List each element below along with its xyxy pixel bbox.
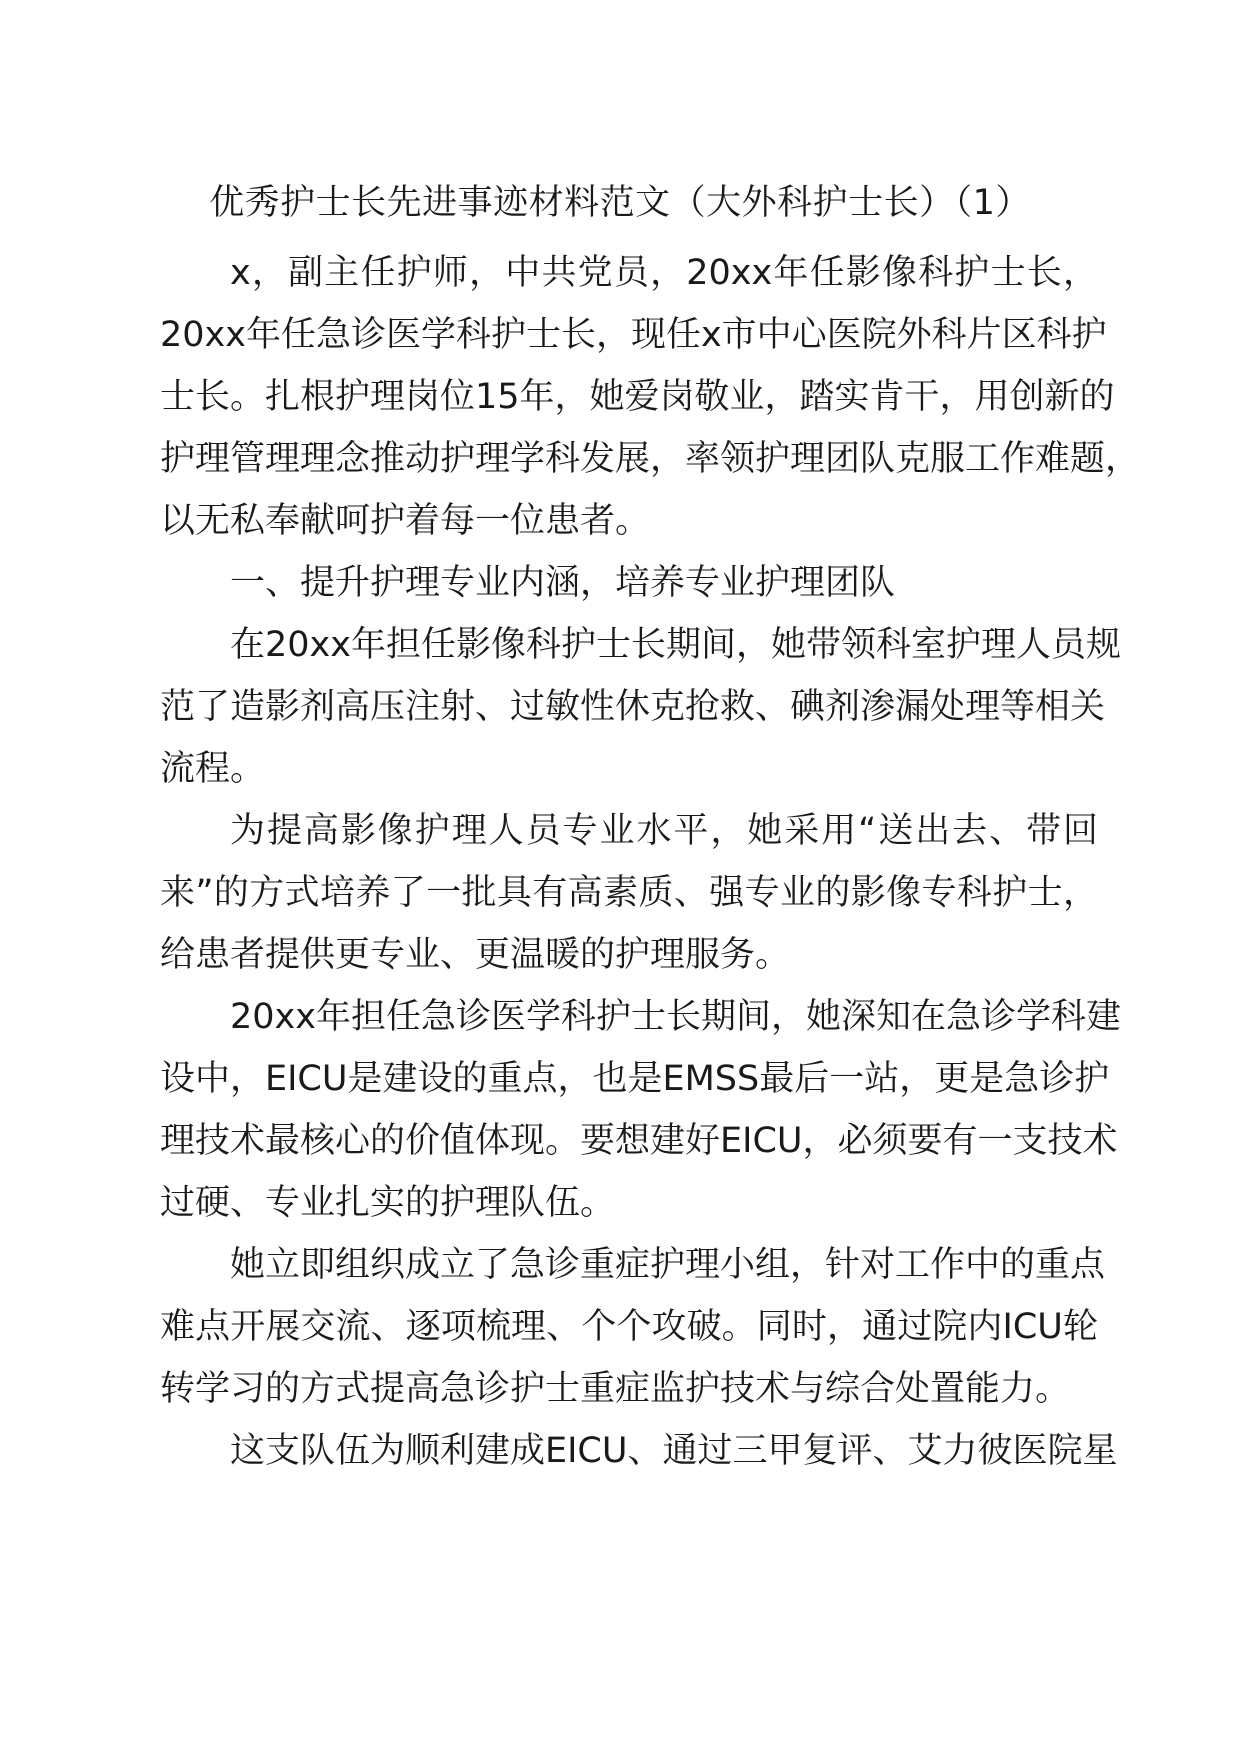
paragraph-line: 士长。扎根护理岗位15年，她爱岗敬业，踏实肯干，用创新的 [160, 377, 1115, 417]
paragraph-line: 难点开展交流、逐项梳理、个个攻破。同时，通过院内ICU轮 [160, 1307, 1098, 1347]
document-title: 优秀护士长先进事迹材料范文（大外科护士长）（1） [209, 183, 1031, 223]
paragraph-line: 以无私奉献呵护着每一位患者。 [160, 501, 651, 541]
paragraph-line: 在20xx年担任影像科护士长期间，她带领科室护理人员规 [230, 625, 1121, 665]
paragraph-line: 她立即组织成立了急诊重症护理小组，针对工作中的重点 [230, 1245, 1106, 1285]
paragraph-line: 给患者提供更专业、更温暖的护理服务。 [160, 935, 791, 975]
paragraph-line: 为提高影像护理人员专业水平，她采用“送出去、带回 [230, 811, 1098, 851]
paragraph-line: 来”的方式培养了一批具有高素质、强专业的影像专科护士， [160, 873, 1098, 913]
paragraph-line: 过硬、专业扎实的护理队伍。 [160, 1183, 616, 1223]
paragraph-line: 护理管理理念推动护理学科发展，率领护理团队克服工作难题， [160, 439, 1141, 479]
paragraph-line: 设中，EICU是建设的重点，也是EMSS最后一站，更是急诊护 [160, 1059, 1110, 1099]
paragraph-line: 20xx年担任急诊医学科护士长期间，她深知在急诊学科建 [230, 997, 1121, 1037]
paragraph-line: 这支队伍为顺利建成EICU、通过三甲复评、艾力彼医院星 [230, 1431, 1118, 1471]
paragraph-line: 20xx年任急诊医学科护士长，现任x市中心医院外科片区科护 [160, 315, 1107, 355]
paragraph-line: x，副主任护师，中共党员，20xx年任影像科护士长， [230, 253, 1098, 293]
paragraph-line: 理技术最核心的价值体现。要想建好EICU，必须要有一支技术 [160, 1121, 1118, 1161]
section-heading: 一、提升护理专业内涵，培养专业护理团队 [230, 563, 896, 603]
paragraph-line: 转学习的方式提高急诊护士重症监护技术与综合处置能力。 [160, 1369, 1071, 1409]
paragraph-line: 流程。 [160, 749, 266, 789]
paragraph-line: 范了造影剂高压注射、过敏性休克抢救、碘剂渗漏处理等相关 [160, 687, 1106, 727]
